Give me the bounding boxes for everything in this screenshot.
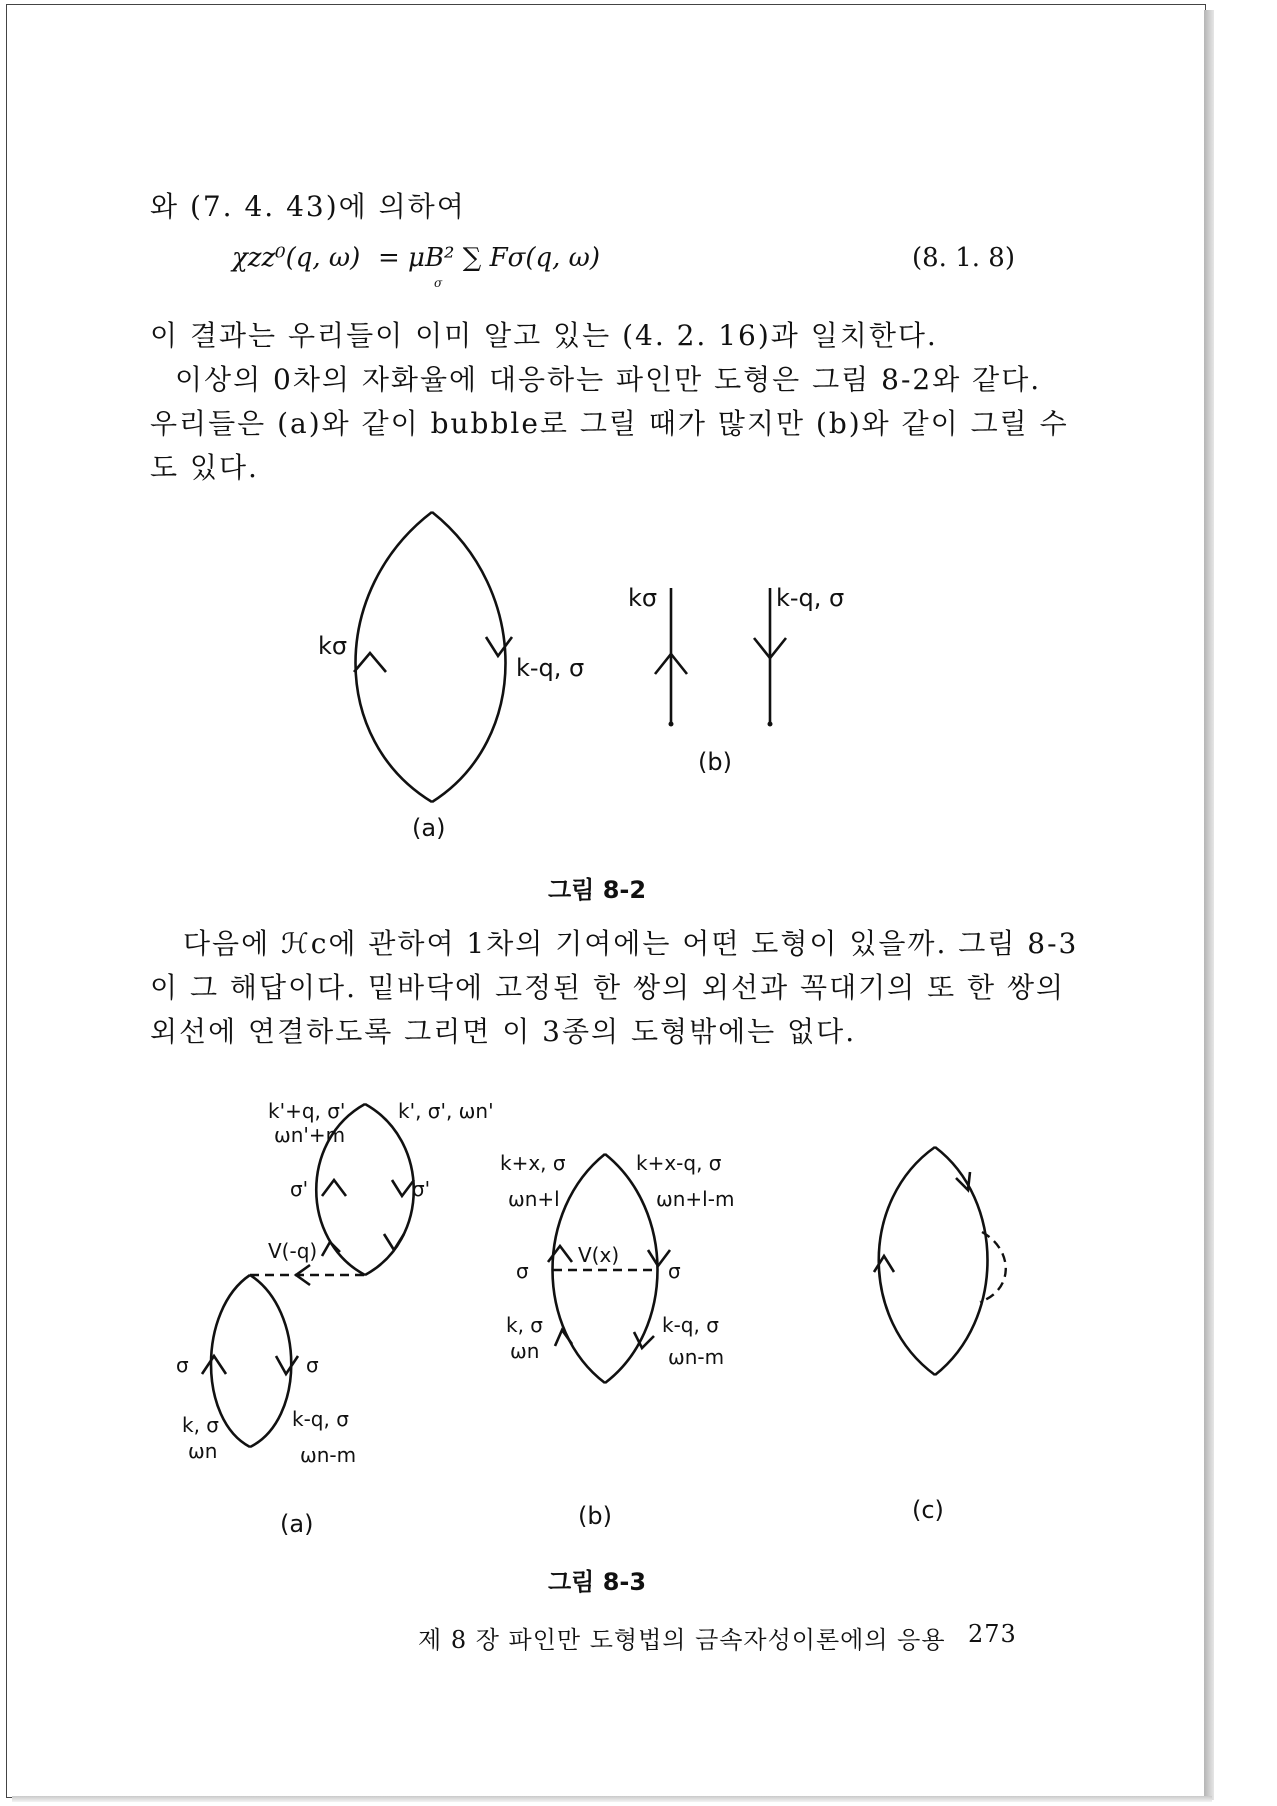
fig83b-top-left: k+x, σ <box>500 1151 566 1175</box>
fig83b-top-right-w: ωn+l-m <box>656 1187 735 1211</box>
fig82b-label-left: kσ <box>628 584 658 612</box>
down-arrow-icon <box>276 1356 298 1374</box>
paragraph-1: 이 결과는 우리들이 이미 알고 있는 (4. 2. 16)과 일치한다. <box>150 319 938 352</box>
fig83b-bottom-left: k, σ <box>506 1313 543 1337</box>
bubble-right <box>935 1147 988 1375</box>
paragraph-2-line-2: 우리들은 (a)와 같이 bubble로 그릴 때가 많지만 (b)와 같이 그릴 수 <box>150 407 1069 440</box>
fig83b-bottom-right-w: ωn-m <box>668 1345 725 1369</box>
down-arrow-icon <box>648 1250 670 1266</box>
paragraph-3-line-3: 외선에 연결하도록 그리면 이 3종의 도형밖에는 없다. <box>150 1015 857 1048</box>
fig82a-label-right: k-q, σ <box>516 654 585 682</box>
lower-bubble-right <box>250 1275 291 1447</box>
fig83a-top-left-w: ωn'+m <box>274 1123 346 1147</box>
up-arrow-icon <box>874 1256 894 1272</box>
down-arrow-icon <box>392 1180 414 1196</box>
fig83c-caption: (c) <box>912 1496 944 1524</box>
fig83a-bottom-left-w: ωn <box>188 1439 218 1463</box>
equation-lhs: χzz⁰(q, ω) <box>232 243 361 273</box>
fig83a-bottom-right: k-q, σ <box>292 1407 349 1431</box>
fig83a-top-right: k', σ', ωn' <box>398 1099 494 1123</box>
fig83b-caption: (b) <box>578 1502 612 1530</box>
fig83a-sigma-prime-right: σ' <box>412 1177 431 1201</box>
figure-8-3-caption: 그림 8-3 <box>548 1568 647 1596</box>
figure-8-2-caption: 그림 8-2 <box>548 876 647 904</box>
fig83a-interaction: V(-q) <box>268 1239 318 1263</box>
fig82a-label-left: kσ <box>318 632 348 660</box>
paragraph-3-line-2: 이 그 해답이다. 밑바닥에 고정된 한 쌍의 외선과 꼭대기의 또 한 쌍의 <box>150 971 1066 1004</box>
paragraph-3-line-1: 다음에 ℋc에 관하여 1차의 기여에는 어떤 도형이 있을까. 그림 8-3 <box>183 927 1079 960</box>
equation-rhs: = μB² ∑ Fσ(q, ω) <box>378 243 601 273</box>
equation-number: (8. 1. 8) <box>912 243 1015 273</box>
fig82b-caption: (b) <box>698 748 732 776</box>
fig83b-bottom-right: k-q, σ <box>662 1313 719 1337</box>
equation-sum-index: σ <box>434 276 443 290</box>
figure-8-3c <box>874 1147 1006 1524</box>
fig83b-bottom-left-w: ωn <box>510 1339 540 1363</box>
fig82b-label-right: k-q, σ <box>776 584 845 612</box>
fig83a-caption: (a) <box>280 1510 314 1538</box>
bubble-left <box>553 1154 606 1383</box>
fig83b-sigma-right: σ <box>668 1259 681 1283</box>
paragraph-2-line-1: 이상의 0차의 자화율에 대응하는 파인만 도형은 그림 8-2와 같다. <box>175 363 1042 396</box>
figure-8-3b <box>500 1151 734 1530</box>
up-arrow-icon <box>202 1356 226 1374</box>
figure-8-3a <box>176 1099 494 1538</box>
fig83a-sigma-right: σ <box>306 1353 319 1377</box>
fig82a-caption: (a) <box>412 814 446 842</box>
fig83a-bottom-left: k, σ <box>182 1413 219 1437</box>
up-arrow-icon <box>322 1180 346 1196</box>
fig83b-sigma-left: σ <box>516 1259 529 1283</box>
fig83b-interaction: V(x) <box>578 1243 620 1267</box>
fig83a-bottom-right-w: ωn-m <box>300 1443 357 1467</box>
footer-page-number: 273 <box>968 1620 1017 1648</box>
fig83a-sigma-left: σ <box>176 1353 189 1377</box>
fig83a-top-left: k'+q, σ' <box>268 1099 346 1123</box>
fig83b-top-right: k+x-q, σ <box>636 1151 722 1175</box>
footer-chapter: 제 8 장 파인만 도형법의 금속자성이론에의 응용 <box>418 1626 946 1654</box>
intro-line: 와 (7. 4. 43)에 의하여 <box>150 190 466 223</box>
fig83b-top-left-w: ωn+l <box>508 1187 560 1211</box>
bubble-right <box>605 1154 658 1383</box>
fig83a-sigma-prime-left: σ' <box>290 1177 309 1201</box>
paragraph-2-line-3: 도 있다. <box>150 451 259 484</box>
